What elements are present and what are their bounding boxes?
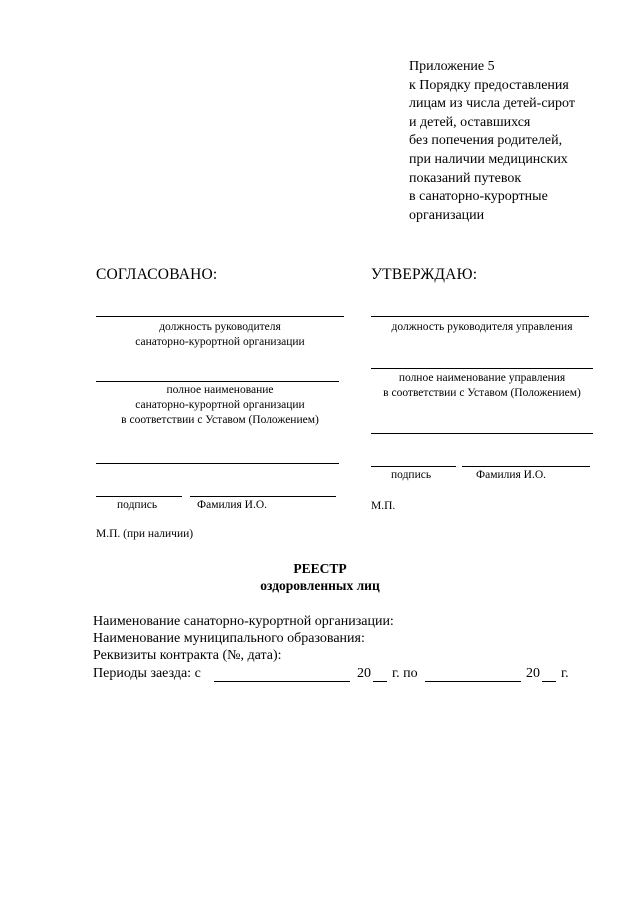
position-caption	[371, 320, 593, 335]
period-to-label: г. по	[392, 666, 418, 681]
signature-line	[371, 466, 456, 467]
municipality-field: Наименование муниципального образования:	[93, 631, 365, 646]
period-start-year: 20	[357, 666, 371, 681]
caption-line: полное наименование	[166, 384, 274, 396]
appendix-line: Приложение 5	[409, 59, 495, 74]
period-start-line	[214, 681, 350, 682]
fio-line	[190, 496, 336, 497]
periods-field: Периоды заезда: с	[93, 666, 201, 681]
year-blank-line	[542, 681, 556, 682]
signature-label: подпись	[117, 499, 158, 511]
approve-heading: УТВЕРЖДАЮ:	[371, 266, 478, 283]
dept-name-caption	[371, 371, 593, 401]
caption-line: полное наименование управления	[398, 372, 566, 384]
period-end-suffix: г.	[561, 666, 569, 681]
caption-line: должность руководителя управления	[391, 321, 573, 333]
signature-line	[96, 496, 182, 497]
document-title: РЕЕСТР	[293, 561, 347, 576]
position-line	[96, 316, 344, 317]
appendix-line: без попечения родителей,	[409, 133, 563, 149]
caption-line: санаторно-курортной организации	[135, 336, 305, 348]
blank-line	[96, 463, 339, 464]
caption-line: в соответствии с Уставом (Положением)	[383, 387, 581, 399]
org-name-field: Наименование санаторно-курортной организации:	[93, 614, 394, 629]
fio-line	[462, 466, 590, 467]
position-line	[371, 316, 589, 317]
caption-line: должность руководителя	[159, 321, 281, 333]
org-name-line	[96, 381, 339, 382]
period-end-line	[425, 681, 521, 682]
appendix-line: в санаторно-курортные	[409, 189, 548, 205]
fio-label: Фамилия И.О.	[197, 499, 268, 511]
appendix-line: и детей, оставшихся	[409, 114, 531, 130]
blank-line	[371, 433, 593, 434]
appendix-line: при наличии медицинских	[409, 151, 568, 167]
signature-label: подпись	[391, 469, 432, 481]
position-caption	[96, 320, 344, 350]
appendix-line: показаний путевок	[409, 170, 522, 186]
stamp-label: М.П. (при наличии)	[96, 528, 194, 540]
appendix-note	[409, 58, 575, 225]
appendix-line: к Порядку предоставления	[409, 77, 569, 93]
appendix-line: организации	[409, 207, 485, 223]
contract-field: Реквизиты контракта (№, дата):	[93, 648, 282, 663]
year-blank-line	[373, 681, 387, 682]
appendix-line: лицам из числа детей-сирот	[409, 96, 575, 112]
org-name-caption	[96, 383, 344, 428]
period-end-year: 20	[526, 666, 540, 681]
document-subtitle: оздоровленных лиц	[260, 578, 380, 593]
caption-line: санаторно-курортной организации	[135, 399, 305, 411]
fio-label: Фамилия И.О.	[476, 469, 547, 481]
dept-name-line	[371, 368, 593, 369]
approved-heading: СОГЛАСОВАНО:	[96, 266, 218, 283]
stamp-label: М.П.	[371, 500, 396, 512]
caption-line: в соответствии с Уставом (Положением)	[121, 414, 319, 426]
